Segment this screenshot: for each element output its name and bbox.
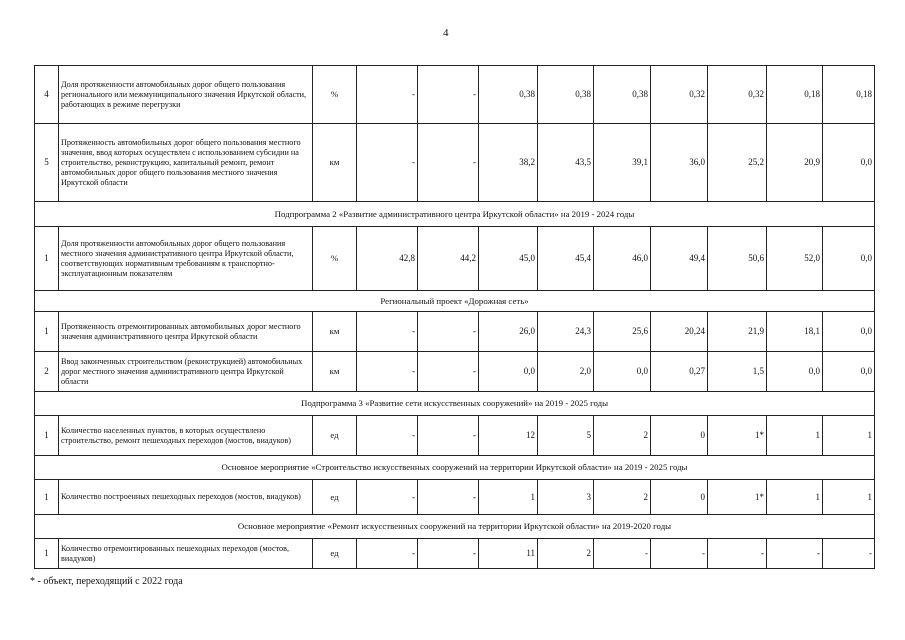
value-cell: - xyxy=(418,539,479,569)
unit-of-measure: ед xyxy=(313,480,357,515)
section-header-row xyxy=(35,392,875,416)
row-number: 1 xyxy=(35,312,59,352)
indicator-name: Количество построенных пешеходных переходов (мостов, виадуков) xyxy=(59,480,313,515)
value-cell: 26,0 xyxy=(479,312,538,352)
section-title: Региональный проект «Дорожная сеть» xyxy=(35,291,875,312)
value-cell: - xyxy=(594,539,651,569)
value-cell: - xyxy=(651,539,708,569)
value-cell: 0,0 xyxy=(823,227,875,291)
value-cell: - xyxy=(357,312,418,352)
value-cell: - xyxy=(418,312,479,352)
indicator-name: Ввод законченных строительством (реконструкцией) автомобильных дорог местного значения административного центра Иркутской области xyxy=(59,352,313,392)
section-header-row xyxy=(35,291,875,312)
value-cell: 0,0 xyxy=(823,352,875,392)
value-cell: - xyxy=(357,124,418,202)
value-cell: 42,8 xyxy=(357,227,418,291)
unit-of-measure: км xyxy=(313,352,357,392)
value-cell: 1,5 xyxy=(708,352,767,392)
value-cell: 1 xyxy=(823,480,875,515)
unit-of-measure: км xyxy=(313,124,357,202)
value-cell: 25,6 xyxy=(594,312,651,352)
value-cell: 38,2 xyxy=(479,124,538,202)
table-row xyxy=(35,539,875,569)
indicators-table xyxy=(34,65,875,569)
value-cell: 0,27 xyxy=(651,352,708,392)
row-number: 2 xyxy=(35,352,59,392)
value-cell: 12 xyxy=(479,416,538,456)
value-cell: 1 xyxy=(479,480,538,515)
value-cell: 43,5 xyxy=(538,124,594,202)
value-cell: - xyxy=(357,66,418,124)
value-cell: - xyxy=(418,416,479,456)
value-cell: - xyxy=(357,539,418,569)
value-cell: - xyxy=(357,416,418,456)
value-cell: 11 xyxy=(479,539,538,569)
value-cell: - xyxy=(418,480,479,515)
table-row xyxy=(35,227,875,291)
value-cell: 0,18 xyxy=(767,66,823,124)
value-cell: 20,9 xyxy=(767,124,823,202)
footnote: * - объект, переходящий с 2022 года xyxy=(30,576,183,587)
value-cell: 1 xyxy=(767,416,823,456)
row-number: 1 xyxy=(35,416,59,456)
table-row xyxy=(35,480,875,515)
section-title: Подпрограмма 2 «Развитие административного центра Иркутской области» на 2019 - 2024 годы xyxy=(35,202,875,227)
value-cell: - xyxy=(823,539,875,569)
unit-of-measure: ед xyxy=(313,416,357,456)
section-header-row xyxy=(35,456,875,480)
value-cell: 1 xyxy=(767,480,823,515)
indicator-name: Количество отремонтированных пешеходных переходов (мостов, виадуков) xyxy=(59,539,313,569)
value-cell: 50,6 xyxy=(708,227,767,291)
value-cell: 20,24 xyxy=(651,312,708,352)
table-row xyxy=(35,416,875,456)
value-cell: - xyxy=(418,352,479,392)
indicator-name: Протяженность отремонтированных автомобильных дорог местного значения административного центра Иркутской области xyxy=(59,312,313,352)
unit-of-measure: км xyxy=(313,312,357,352)
value-cell: 1 xyxy=(823,416,875,456)
value-cell: 2 xyxy=(594,416,651,456)
section-header-row xyxy=(35,515,875,539)
value-cell: 5 xyxy=(538,416,594,456)
value-cell: 1* xyxy=(708,416,767,456)
section-header-row xyxy=(35,202,875,227)
value-cell: 0,0 xyxy=(823,312,875,352)
value-cell: - xyxy=(418,124,479,202)
value-cell: 2 xyxy=(594,480,651,515)
unit-of-measure: ед xyxy=(313,539,357,569)
value-cell: 0,38 xyxy=(538,66,594,124)
section-title: Основное мероприятие «Строительство искусственных сооружений на территории Иркутской области» на 2019 - 2025 годы xyxy=(35,456,875,480)
row-number: 1 xyxy=(35,539,59,569)
value-cell: 0,0 xyxy=(767,352,823,392)
row-number: 1 xyxy=(35,480,59,515)
value-cell: - xyxy=(357,352,418,392)
value-cell: 0,0 xyxy=(823,124,875,202)
value-cell: 36,0 xyxy=(651,124,708,202)
value-cell: 52,0 xyxy=(767,227,823,291)
value-cell: 45,4 xyxy=(538,227,594,291)
value-cell: 49,4 xyxy=(651,227,708,291)
value-cell: 44,2 xyxy=(418,227,479,291)
value-cell: 2,0 xyxy=(538,352,594,392)
value-cell: 0,32 xyxy=(708,66,767,124)
value-cell: 0,38 xyxy=(479,66,538,124)
value-cell: - xyxy=(418,66,479,124)
section-title: Подпрограмма 3 «Развитие сети искусственных сооружений» на 2019 - 2025 годы xyxy=(35,392,875,416)
value-cell: - xyxy=(708,539,767,569)
value-cell: 0 xyxy=(651,480,708,515)
table-row xyxy=(35,124,875,202)
value-cell: 21,9 xyxy=(708,312,767,352)
value-cell: 1* xyxy=(708,480,767,515)
value-cell: 46,0 xyxy=(594,227,651,291)
row-number: 4 xyxy=(35,66,59,124)
indicator-name: Протяженность автомобильных дорог общего пользования местного значения, ввод которых осуществлен с использованием субсидии на строительство, реконструкцию, капитальный ремонт, ремонт автомобильных дорог общего пользования местного значения Иркутской области xyxy=(59,124,313,202)
value-cell: - xyxy=(767,539,823,569)
value-cell: 24,3 xyxy=(538,312,594,352)
unit-of-measure: % xyxy=(313,227,357,291)
value-cell: 0,38 xyxy=(594,66,651,124)
value-cell: 45,0 xyxy=(479,227,538,291)
value-cell: - xyxy=(357,480,418,515)
value-cell: 3 xyxy=(538,480,594,515)
table-row xyxy=(35,312,875,352)
row-number: 5 xyxy=(35,124,59,202)
table-row xyxy=(35,66,875,124)
unit-of-measure: % xyxy=(313,66,357,124)
value-cell: 2 xyxy=(538,539,594,569)
value-cell: 0,18 xyxy=(823,66,875,124)
indicator-name: Количество населенных пунктов, в которых осуществлено строительство, ремонт пешеходных переходов (мостов, виадуков) xyxy=(59,416,313,456)
value-cell: 0,0 xyxy=(594,352,651,392)
table-row xyxy=(35,352,875,392)
page-number: 4 xyxy=(443,27,449,39)
value-cell: 0,0 xyxy=(479,352,538,392)
indicator-name: Доля протяженности автомобильных дорог общего пользования местного значения административного центра Иркутской области, соответствующих нормативным требованиям к транспортно-эксплуатационным показателям xyxy=(59,227,313,291)
indicator-name: Доля протяженности автомобильных дорог общего пользования регионального или межмуниципального значения Иркутской области, работающих в режиме перегрузки xyxy=(59,66,313,124)
value-cell: 39,1 xyxy=(594,124,651,202)
value-cell: 0 xyxy=(651,416,708,456)
value-cell: 0,32 xyxy=(651,66,708,124)
table-body xyxy=(35,66,875,569)
section-title: Основное мероприятие «Ремонт искусственных сооружений на территории Иркутской области» на 2019-2020 годы xyxy=(35,515,875,539)
row-number: 1 xyxy=(35,227,59,291)
value-cell: 18,1 xyxy=(767,312,823,352)
value-cell: 25,2 xyxy=(708,124,767,202)
